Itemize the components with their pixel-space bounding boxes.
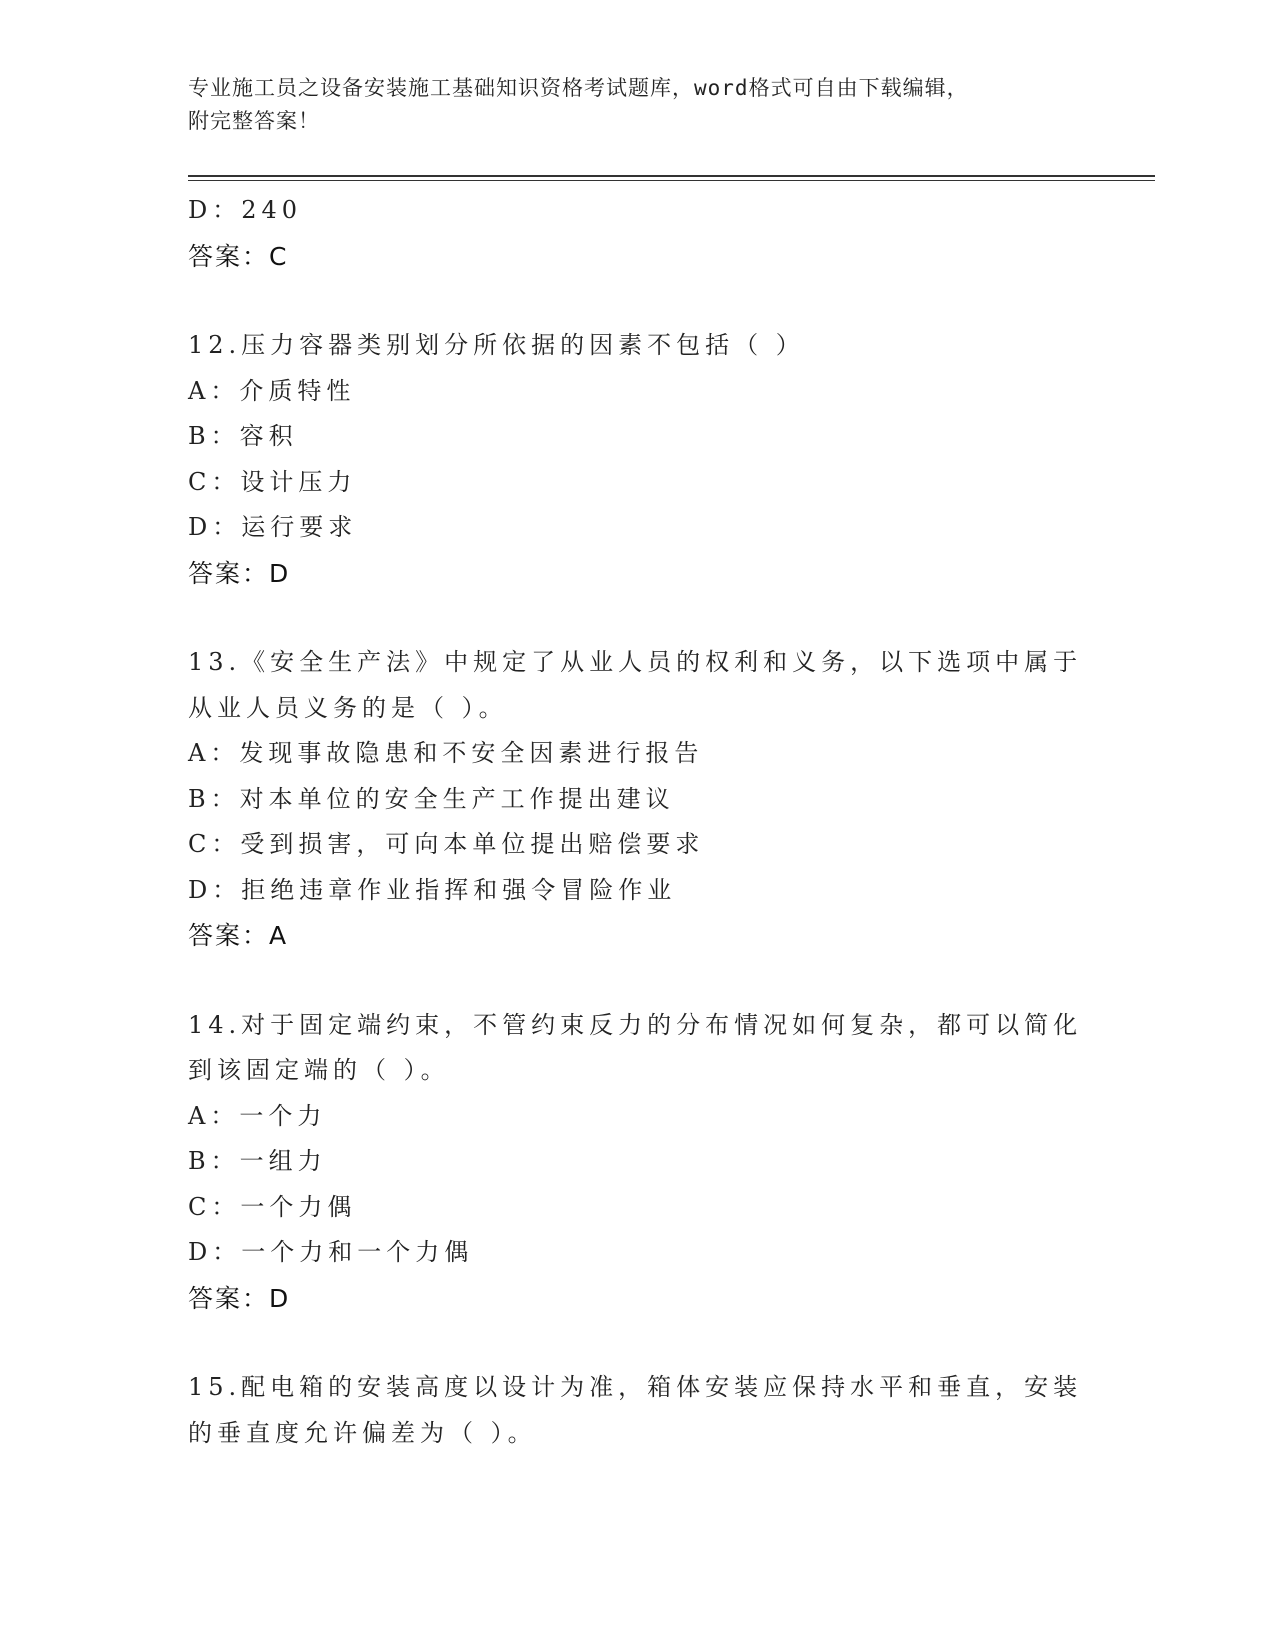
header-line-2: 附完整答案！ [188, 109, 320, 133]
question-14 [188, 1003, 1088, 1322]
option-d: D：一个力和一个力偶 [188, 1238, 474, 1266]
option-b: B：对本单位的安全生产工作提出建议 [188, 784, 675, 813]
answer-line: 答案：C [188, 241, 289, 271]
question-12 [188, 323, 1088, 596]
option-a: A：一个力 [188, 1101, 327, 1130]
header-rule-thick [188, 175, 1155, 177]
option-a: A：介质特性 [188, 376, 356, 405]
option-d: D：拒绝违章作业指挥和强令冒险作业 [188, 875, 677, 904]
option-c: C：设计压力 [188, 467, 357, 496]
answer-line: 答案：D [188, 1283, 291, 1313]
question-stem: 13.《安全生产法》中规定了从业人员的权利和义务，以下选项中属于 [188, 648, 1083, 676]
question-stem: 12.压力容器类别划分所依据的因素不包括（ ） [188, 331, 805, 359]
question-stem-cont: 从业人员义务的是（ ）。 [188, 693, 508, 722]
question-11-tail [188, 188, 1088, 279]
question-stem: 15.配电箱的安装高度以设计为准，箱体安装应保持水平和垂直，安装 [188, 1373, 1083, 1401]
option-b: B：容积 [188, 422, 298, 450]
option-a: A：发现事故隐患和不安全因素进行报告 [188, 739, 704, 767]
header-rule-thin [188, 180, 1155, 181]
option-d: D：240 [188, 196, 303, 224]
answer-line: 答案：A [188, 921, 289, 950]
question-stem: 14.对于固定端约束，不管约束反力的分布情况如何复杂，都可以简化 [188, 1010, 1083, 1039]
page-header [188, 72, 1068, 138]
option-d: D：运行要求 [188, 513, 358, 541]
option-c: C：受到损害，可向本单位提出赔偿要求 [188, 830, 705, 858]
option-b: B：一组力 [188, 1147, 327, 1175]
question-list [188, 188, 1088, 1456]
question-stem-cont: 的垂直度允许偏差为（ ）。 [188, 1418, 537, 1447]
header-line-1: 专业施工员之设备安装施工基础知识资格考试题库，word格式可自由下载编辑， [188, 76, 969, 100]
question-15 [188, 1365, 1088, 1456]
question-13 [188, 640, 1088, 959]
question-stem-cont: 到该固定端的（ ）。 [188, 1056, 450, 1084]
answer-line: 答案：D [188, 558, 291, 588]
option-c: C：一个力偶 [188, 1192, 357, 1221]
